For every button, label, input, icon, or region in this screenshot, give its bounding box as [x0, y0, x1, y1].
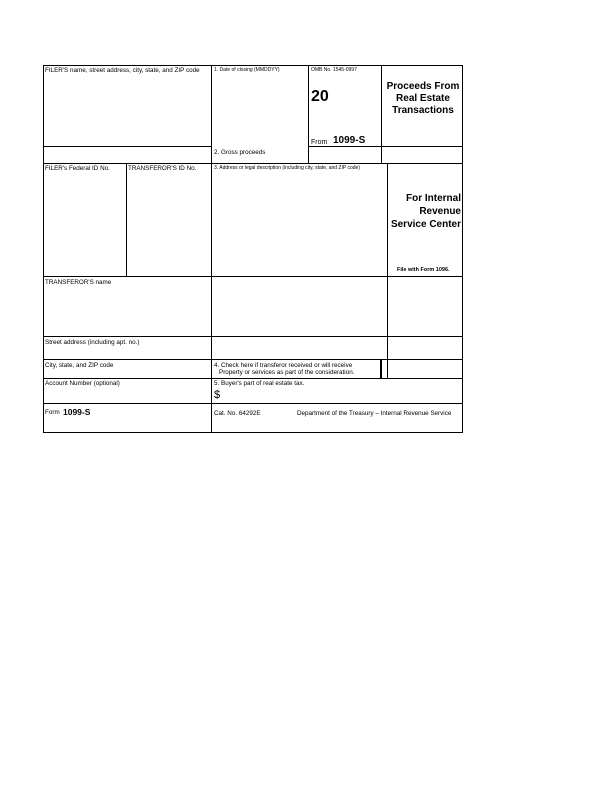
filer-name-label: FILER'S name, street address, city, state, and ZIP code [45, 67, 200, 74]
box5-label: 5. Buyer's part of real estate tax. [214, 380, 305, 387]
line-right [462, 65, 463, 433]
city-label: City, state, and ZIP code [45, 362, 114, 369]
from-label: From [311, 139, 328, 146]
line-bottom [43, 432, 463, 433]
line-row2 [43, 163, 463, 164]
department: Department of the Treasury – Internal Revenue Service [297, 410, 452, 417]
box2-label: 2. Gross proceeds [214, 149, 266, 156]
form-label: Form [45, 409, 60, 416]
dollar-sign: $ [214, 389, 221, 401]
line-row3 [43, 276, 463, 277]
line-col-omb [308, 65, 309, 163]
line-col-mid [211, 65, 212, 433]
line-top [43, 65, 463, 66]
line-row6 [43, 378, 463, 379]
line-row1-omb [308, 146, 463, 147]
form-title: Proceeds From Real Estate Transactions [386, 81, 460, 117]
line-row7 [43, 403, 463, 404]
box3-label: 3. Address or legal description (including city, state, and ZIP code) [214, 165, 361, 171]
for-irs-center: For Internal Revenue Service Center [390, 193, 461, 230]
checkbox-line [380, 359, 382, 378]
line-row1 [43, 146, 211, 147]
form-number-header: 1099-S [333, 135, 366, 146]
street-label: Street address (including apt. no.) [45, 339, 140, 346]
year-field: 20 [311, 88, 329, 105]
line-col-title [381, 65, 382, 163]
omb-number: OMB No. 1545-0997 [311, 67, 357, 73]
line-row4 [43, 336, 463, 337]
form-number-footer: 1099-S [63, 407, 91, 417]
transferor-name-label: TRANSFEROR'S name [45, 279, 112, 286]
account-label: Account Number (optional) [45, 380, 120, 387]
line-col-transferor-id [126, 163, 127, 276]
line-left [43, 65, 44, 433]
line-col-city-right [387, 359, 388, 378]
form-1099-s [43, 65, 463, 433]
box1-label: 1. Date of closing (MMDDYY) [214, 67, 280, 73]
filer-id-label: FILER's Federal ID No. [45, 165, 110, 172]
line-row5 [43, 359, 463, 360]
file-with-note: File with Form 1096. [397, 267, 450, 273]
box4-line2: Property or services as part of the consideration. [219, 369, 355, 376]
transferor-id-label: TRANSFEROR'S ID No. [128, 165, 197, 172]
line-col-irs [387, 163, 388, 359]
cat-number: Cat. No. 64292E [214, 410, 261, 417]
box4-line1: 4. Check here if transferor received or will receive [214, 362, 353, 369]
